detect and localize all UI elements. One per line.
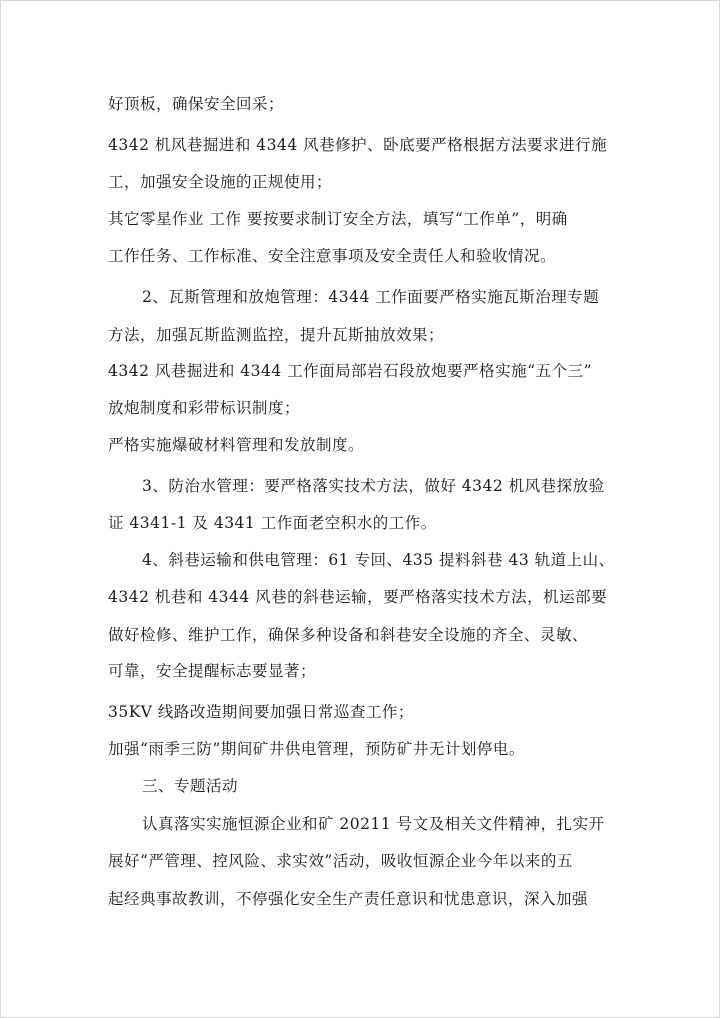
text-line: 其它零星作业 工作 要按要求制订安全方法，填写“工作单”，明确	[108, 210, 568, 228]
text-line: 工，加强安全设施的正规使用；	[108, 173, 333, 191]
text-line: 做好检修、维护工作，确保多种设备和斜巷安全设施的齐全、灵敏、	[108, 626, 589, 644]
text-line: 工作任务、工作标准、安全注意事项及安全责任人和验收情况。	[108, 247, 557, 265]
text-line: 严格实施爆破材料管理和发放制度。	[108, 436, 365, 454]
text-line: 证 4341-1 及 4341 工作面老空积水的工作。	[108, 514, 437, 532]
text-line: 展好“严管理、控风险、求实效”活动，吸收恒源企业今年以来的五	[108, 852, 573, 870]
text-line: 2、瓦斯管理和放炮管理：4344 工作面要严格实施瓦斯治理专题	[142, 288, 600, 306]
text-line: 方法，加强瓦斯监测监控，提升瓦斯抽放效果；	[108, 326, 445, 344]
text-line: 4342 机巷和 4344 风巷的斜巷运输，要严格落实技术方法，机运部要	[108, 588, 608, 606]
text-line: 加强“雨季三防”期间矿井供电管理，预防矿井无计划停电。	[108, 740, 525, 758]
section-heading: 三、专题活动	[142, 777, 239, 795]
text-line: 4342 机风巷掘进和 4344 风巷修护、卧底要严格根据方法要求进行施	[108, 136, 608, 154]
text-line: 起经典事故教训，不停强化安全生产责任意识和忧患意识，深入加强	[108, 890, 589, 908]
text-line: 好顶板，确保安全回采；	[108, 95, 285, 113]
text-line: 放炮制度和彩带标识制度；	[108, 399, 301, 417]
text-line: 认真落实实施恒源企业和矿 20211 号文及相关文件精神，扎实开	[142, 815, 605, 833]
text-line: 35KV 线路改造期间要加强日常巡查工作；	[108, 703, 414, 721]
text-line: 4342 风巷掘进和 4344 工作面局部岩石段放炮要严格实施“五个三”	[108, 362, 593, 380]
text-line: 可靠，安全提醒标志要显著；	[108, 662, 317, 680]
text-line: 3、防治水管理：要严格落实技术方法，做好 4342 机风巷探放验	[142, 477, 605, 495]
text-line: 4、斜巷运输和供电管理：61 专回、435 提料斜巷 43 轨道上山、	[142, 551, 615, 569]
